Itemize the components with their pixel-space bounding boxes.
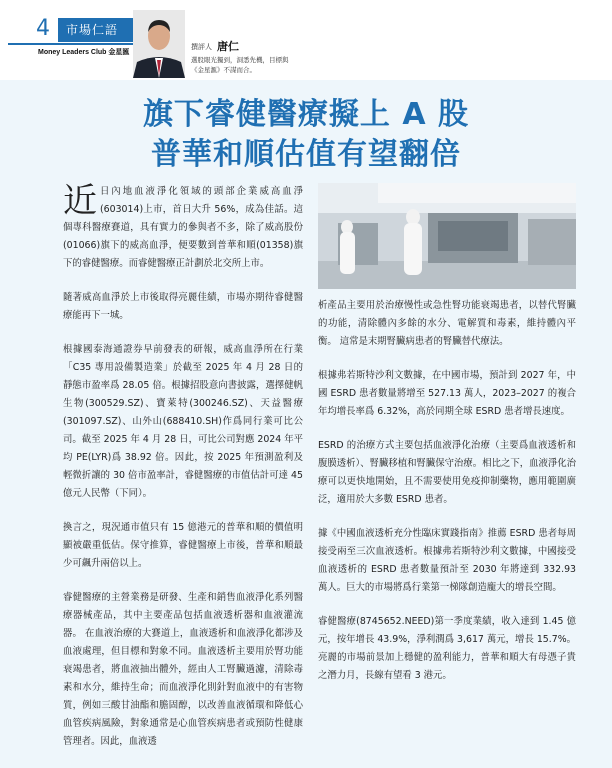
column-title: 市場仁語 [58,18,144,42]
paragraph: 根據弗若斯特沙利文數據，在中國市場，預計到 2027 年，中國 ESRD 患者數量將增至 527.13 萬人，2023–2027 的複合年均增長率爲 6.32%，高於同期全球 ESRD 患者增長速度。 [318,370,576,417]
headline-line-2: 普華和順估值有望翻倍 [151,137,461,172]
right-column [318,297,576,701]
page-number: 4 [36,16,50,41]
paragraph: 根據國泰海通證券早前發表的研報，威高血淨所在行業「C35 專用設備製造業」於截至 2025 年 4 月 28 日的靜態市盈率爲 28.05 倍。根據招股意向書披露，選擇健帆生物(300529.SZ)、寶萊特(300246.SZ)、天益醫療(301097.SZ)、山外山(688410.SH)作爲同行業可比公司。截至 2025 年 4 月 28 日，可比公司對應 2024 年平均 PE(LYR)爲 38.92 倍。因此，按 2025 年預測盈利及輕微折讓的 30 倍市盈率計，睿健醫療的市值估計可達 45 億元人民幣（下同）。 [63,344,303,499]
paragraph: 睿健醫療的主營業務是研發、生產和銷售血液淨化系列醫療器械產品，其中主要產品包括血液透析器和血液灌流器。 在血液治療的大賽道上，血液透析和血液淨化都涉及血液處理，但目標和對象不同。血液透析主要用於腎功能衰竭患者，將血液抽出體外，經由人工腎臟過濾，清除毒素和水分，維持生命；而血液淨化則針對血液中的有害物質，例如三酸甘油酯和膽固醇，以改善血液循環和降低心血管疾病風險，對象通常是心血管疾病患者或預防性健康管理者。因此，血液透 [63,592,303,747]
author-label: 撰評人 [191,43,212,51]
header-divider [8,43,136,45]
author-name: 唐仁 [217,40,239,53]
headline-line-1: 旗下睿健醫療擬上 A 股 [142,97,470,132]
paragraph: 睿健醫療(8745652.NEED)第一季度業績，收入達到 1.45 億元，按年增長 43.9%，淨利潤爲 3,617 萬元，增長 15.7%。亮麗的市場前景加上穩健的盈利能力，普華和順大有母憑子貴之潛力月，長線有望看 3 港元。 [318,616,576,681]
paragraph: 析產品主要用於治療慢性或急性腎功能衰竭患者，以替代腎臟的功能，清除體內多餘的水分、電解質和毒素，維持體內平衡。 這常是末期腎臟病患者的腎臟替代療法。 [318,300,576,347]
author-photo [133,10,185,78]
paragraph [63,183,303,273]
laboratory-photo [318,183,576,289]
paragraph: 據《中國血液透析充分性臨床實踐指南》推薦 ESRD 患者每周接受兩至三次血液透析。根據弗若斯特沙利文數據，中國接受血液透析的 ESRD 患者數量預計至 2030 年將達到 332.93 萬人。巨大的市場將爲行業第一梯隊創造龐大的增長空間。 [318,528,576,593]
paragraph: ESRD 的治療方式主要包括血液淨化治療（主要爲血液透析和腹膜透析）、腎臟移植和腎臟保守治療。相比之下，血液淨化治療可以更快地開始，且不需要使用免疫抑制藥物，應用範圍廣泛，適用於大多數 ESRD 患者。 [318,440,576,505]
dropcap: 近 [63,181,97,221]
left-column [63,183,303,767]
paragraph: 隨著威高血淨於上市後取得亮麗佳績，市場亦期待睿健醫療能再下一城。 [63,292,303,321]
author-bio: 選股眼光獨到，洞悉先機，目標與《金星滙》不謀而合。 [191,56,289,74]
headline [0,95,612,175]
paragraph: 換言之，現況通市值只有 15 億港元的普華和順的價值明顯被嚴重低估。保守推算，睿健醫療上市後，普華和順最少可飆升兩倍以上。 [63,522,303,569]
paragraph-text: 日內地血液淨化領域的頭部企業威高血淨(603014)上市，首日大升 56%，成為佳話。這個專科醫療賽道，具有實力的參與者不多，除了威高股份(01066)旗下的威高血淨，便要數到普華和順(01358)旗下的睿健醫療。而睿健醫療正計劃於北交所上市。 [63,186,303,269]
club-name: Money Leaders Club 金星匯 [38,49,130,56]
